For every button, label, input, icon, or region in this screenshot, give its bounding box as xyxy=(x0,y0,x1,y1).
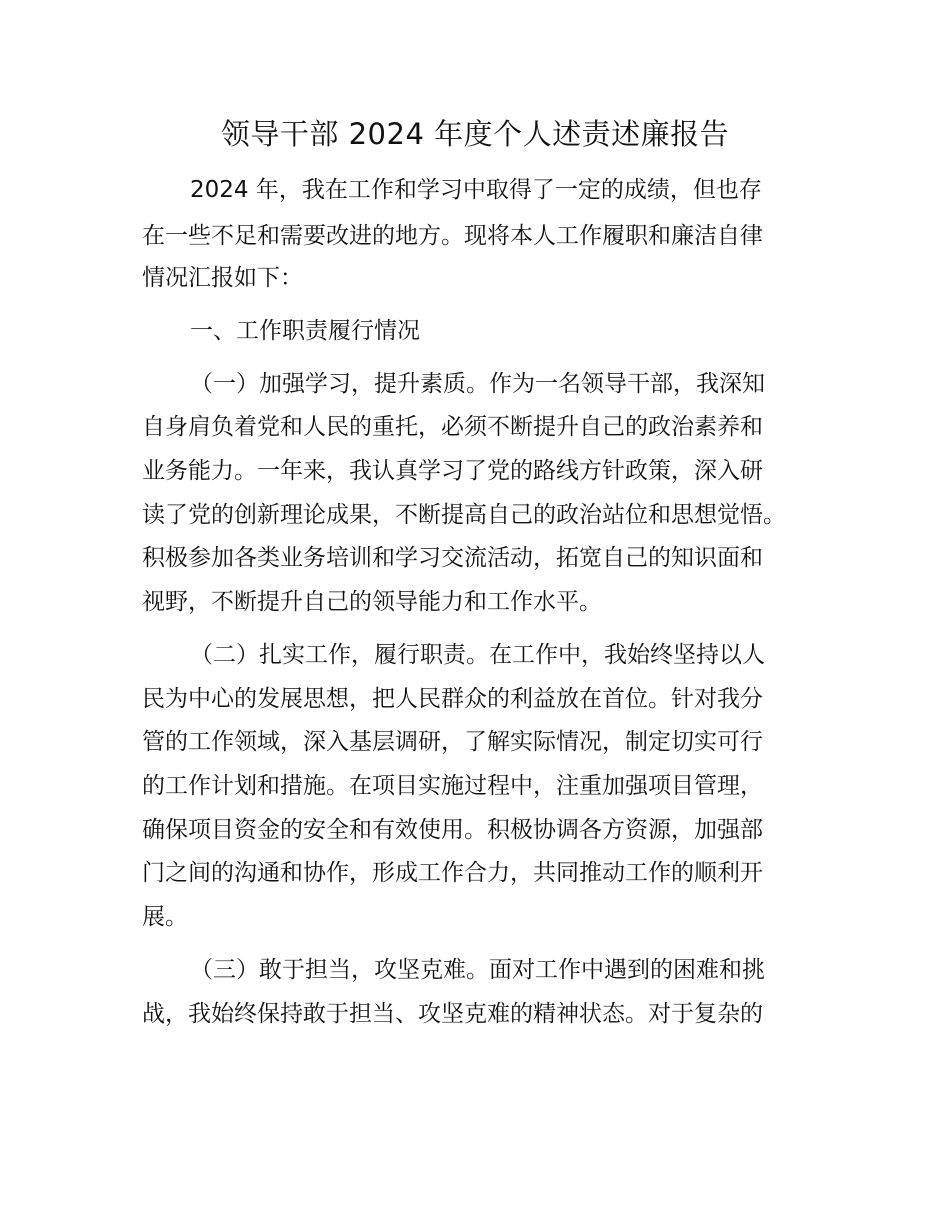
para2-line-4: 的工作计划和措施。在项目实施过程中，注重加强项目管理， xyxy=(142,773,763,799)
document-title: 领导干部 2024 年度个人述责述廉报告 xyxy=(220,117,730,151)
para2-line-3: 管的工作领域，深入基层调研，了解实际情况，制定切实可行 xyxy=(142,729,763,755)
para2-line-2: 民为中心的发展思想，把人民群众的利益放在首位。针对我分 xyxy=(142,686,763,712)
para2-line-7: 展。 xyxy=(142,904,188,930)
para1-line-4: 读了党的创新理论成果，不断提高自己的政治站位和思想觉悟。 xyxy=(142,502,786,528)
para3-line-2: 战，我始终保持敢于担当、攻坚克难的精神状态。对于复杂的 xyxy=(142,1001,763,1027)
intro-line-3: 情况汇报如下： xyxy=(142,265,303,291)
para1-line-1: （一）加强学习，提升素质。作为一名领导干部，我深知 xyxy=(190,371,765,397)
para3-line-1: （三）敢于担当，攻坚克难。面对工作中遇到的困难和挑 xyxy=(190,957,765,983)
para1-line-6: 视野，不断提升自己的领导能力和工作水平。 xyxy=(142,589,602,615)
para2-line-1: （二）扎实工作，履行职责。在工作中，我始终坚持以人 xyxy=(190,642,765,668)
intro-line-2: 在一些不足和需要改进的地方。现将本人工作履职和廉洁自律 xyxy=(142,223,763,249)
para2-line-5: 确保项目资金的安全和有效使用。积极协调各方资源，加强部 xyxy=(142,817,763,843)
para1-line-3: 业务能力。一年来，我认真学习了党的路线方针政策，深入研 xyxy=(142,458,763,484)
para1-line-5: 积极参加各类业务培训和学习交流活动，拓宽自己的知识面和 xyxy=(142,545,763,571)
para2-line-6: 门之间的沟通和协作，形成工作合力，共同推动工作的顺利开 xyxy=(142,860,763,886)
intro-line-1: 2024 年，我在工作和学习中取得了一定的成绩，但也存 xyxy=(190,177,762,203)
section-1-heading: 一、工作职责履行情况 xyxy=(190,318,420,344)
para1-line-2: 自身肩负着党和人民的重托，必须不断提升自己的政治素养和 xyxy=(142,414,763,440)
